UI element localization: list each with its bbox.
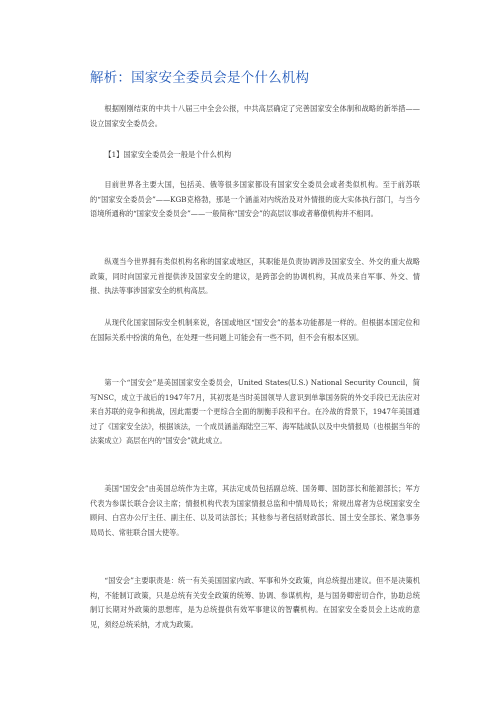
paragraph-5: 第一个“国安会”是美国国家安全委员会，United States(U.S.) National Security Council，简写NSC，成立于战后的1947年7月，其初衷是当时美国领导人意识到单靠国务院的外交手段已无法应对来自苏联的竞争和挑战，因此需要一个更综合全面的制衡手段和平台。在冷战的背景下，1947年美国通过了《国家安全法》，根据该法，一个成员涵盖海陆空三军、海军陆战队以及中央情报局（也根据当年的法案成立）高层在内的“国安会”就此成立。 bbox=[90, 378, 420, 446]
paragraph-7: “国安会”主要职责是：统一有关美国国家内政、军事和外交政策，向总统提出建议。但不是决策机构，不能制订政策，只是总统有关安全政策的统筹、协调、参谋机构，是与国务卿密切合作，协助总统制订长期对外政策的思想库，是为总统提供有效军事建议的智囊机构。在国家安全委员会上达成的意见，须经总统采纳，才成为政策。 bbox=[90, 576, 420, 629]
paragraph-4: 从现代化国家国际安全机制来说，各国或地区“国安会”的基本功能都是一样的。但根据本国定位和在国际关系中扮演的角色，在处理一些问题上可能会有一些不同，但不会有根本区别。 bbox=[90, 318, 420, 342]
document-title: 解析：国家安全委员会是个什么机构 bbox=[90, 70, 310, 86]
paragraph-intro: 根据刚刚结束的中共十八届三中全会公报，中共高层确定了完善国家安全体制和战略的新举措——设立国家安全委员会。 bbox=[90, 104, 420, 128]
paragraph-6: 美国“国安会”由美国总统作为主席，其法定成员包括副总统、国务卿、国防部长和能源部长；军方代表为参谋长联合会议主席；情报机构代表为国家情报总监和中情局局长；常规出席者为总统国家安全顾问、白宫办公厅主任、副主任、以及司法部长；其他参与者包括财政部长、国土安全部长、紧急事务局局长、常驻联合国大使等。 bbox=[90, 484, 420, 537]
section-heading-1: 【1】国家安全委员会一般是个什么机构 bbox=[104, 150, 232, 159]
paragraph-3: 纵观当今世界拥有类似机构名称的国家或地区，其职能是负责协调涉及国家安全、外交的重大战略政策，同时向国家元首提供涉及国家安全的建议，是跨部会的协调机构，其成员来自军事、外交、情报、执法等事涉国家安全的机构高层。 bbox=[90, 257, 420, 296]
paragraph-2: 目前世界各主要大国，包括美、俄等很多国家都设有国家安全委员会或者类似机构。至于前苏联的“国家安全委员会”——KGB克格勃，那是一个涵盖对内统治及对外情报的庞大实体执行部门，与当今语境所通称的“国家安全委员会”——一般简称“国安会”的高层议事或者幕僚机构并不相同。 bbox=[90, 180, 420, 219]
